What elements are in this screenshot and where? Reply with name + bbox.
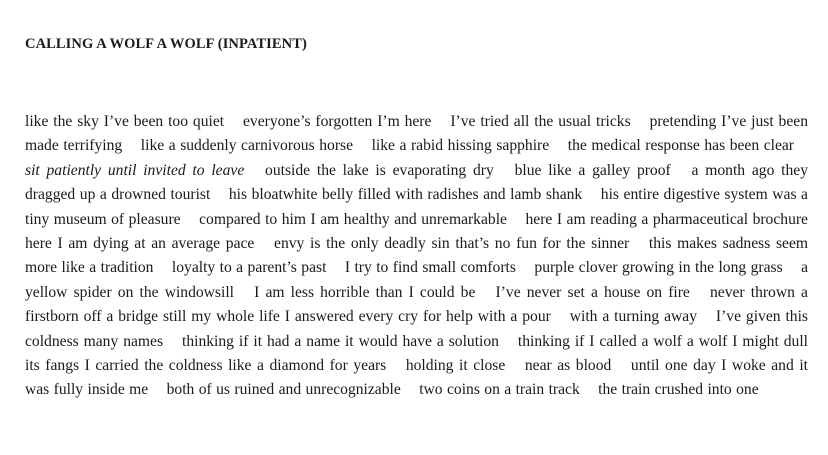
- poem-body: [25, 110, 808, 403]
- poem-phrase: here I am reading a pharmaceutical brochure here I am dying at an average pace: [25, 210, 808, 253]
- poem-phrase: holding it close: [405, 357, 506, 375]
- poem-phrase: near as blood: [524, 357, 612, 375]
- poem-phrase: the medical response has been clear: [567, 137, 794, 155]
- poem-phrase: thinking if it had a name it would have a solution: [182, 332, 499, 350]
- poem-phrase: until one day I woke and it was fully inside me: [25, 357, 808, 399]
- poem-phrase: I’ve tried all the usual tricks: [450, 113, 631, 130]
- poem-phrase-italic: sit patiently until invited to leave: [25, 161, 245, 179]
- poem-phrase: two coins on a train track: [419, 381, 580, 399]
- poem-phrase: loyalty to a parent’s past: [171, 259, 327, 277]
- poem-phrase: I’ve never set a house on fire: [495, 283, 690, 301]
- poem-phrase: like the sky I’ve been too quiet: [25, 113, 225, 130]
- poem-phrase: his entire digestive system was a tiny museum of pleasure: [25, 186, 808, 228]
- poem-phrase: never thrown a firstborn off a bridge still my whole life I answered every cry for help with a pour: [25, 283, 808, 326]
- poem-phrase: outside the lake is evaporating dry: [265, 161, 494, 179]
- poem-title: CALLING A WOLF A WOLF (INPATIENT): [25, 36, 307, 52]
- poem-phrase: with a turning away: [569, 308, 698, 326]
- poem-phrase: a yellow spider on the windowsill: [25, 259, 809, 301]
- poem-phrase: a month ago they dragged up a drowned tourist: [25, 161, 808, 204]
- poem-phrase: pretending I’ve just been made terrifying: [25, 113, 808, 155]
- poem-phrase: I’ve given this coldness many names: [25, 308, 808, 350]
- poem-phrase: both of us ruined and unrecognizable: [166, 381, 401, 399]
- poem-phrase: envy is the only deadly sin that’s no fun for the sinner: [274, 235, 630, 253]
- poem-phrase: like a suddenly carnivorous horse: [140, 137, 354, 155]
- poem-phrase: compared to him I am healthy and unremarkable: [199, 210, 507, 228]
- poem-phrase: thinking if I called a wolf a wolf I might dull its fangs I carried the coldness like a diamond for years: [25, 332, 809, 375]
- poem-phrase: I try to find small comforts: [344, 259, 516, 277]
- poem-phrase: purple clover growing in the long grass: [534, 259, 783, 277]
- poem-phrase: this makes sadness seem more like a tradition: [25, 235, 809, 277]
- poem-phrase: like a rabid hissing sapphire: [371, 137, 550, 155]
- poem-phrase: everyone’s forgotten I’m here: [242, 113, 432, 130]
- poem-phrase: blue like a galley proof: [514, 161, 671, 179]
- poem-phrase: his bloatwhite belly filled with radishes and lamb shank: [228, 186, 583, 204]
- poem-phrase: the train crushed into one: [598, 381, 759, 399]
- poem-phrase: I am less horrible than I could be: [254, 283, 476, 301]
